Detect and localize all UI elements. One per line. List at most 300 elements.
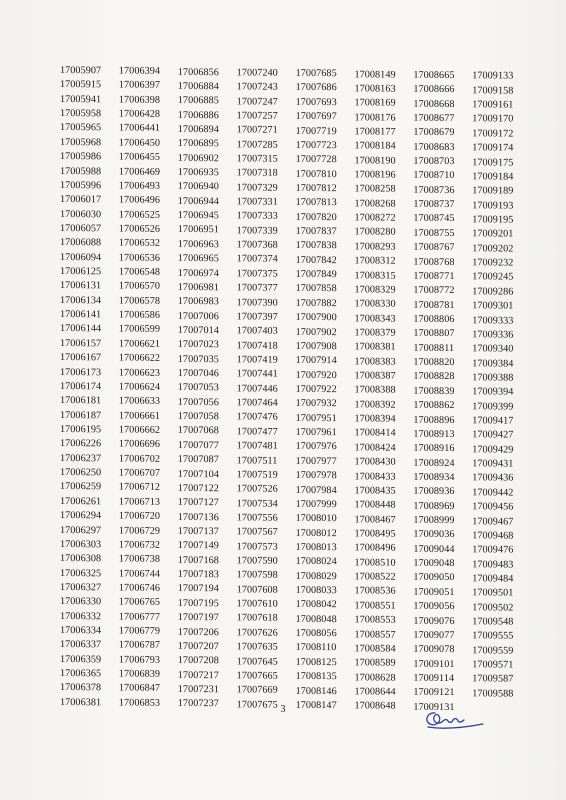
roll-number: 17007194 <box>177 583 219 595</box>
roll-number: 17007136 <box>177 511 219 523</box>
roll-number: 17008755 <box>413 227 455 239</box>
roll-number: 17008807 <box>413 328 455 340</box>
roll-number: 17009429 <box>472 443 514 456</box>
roll-number: 17006536 <box>118 252 161 264</box>
roll-number: 17006624 <box>118 381 161 393</box>
roll-number: 17006327 <box>60 581 102 594</box>
roll-number: 17008677 <box>413 112 455 125</box>
roll-number: 17009436 <box>472 472 514 485</box>
roll-number: 17006570 <box>118 280 161 293</box>
roll-number: 17006526 <box>118 223 161 235</box>
roll-number: 17008806 <box>413 313 455 326</box>
roll-number: 17006469 <box>118 165 161 178</box>
roll-number: 17007247 <box>236 95 278 108</box>
roll-number: 17007914 <box>295 355 337 367</box>
roll-number: 17007207 <box>177 640 219 653</box>
roll-number: 17005968 <box>60 136 102 149</box>
roll-number: 17009559 <box>472 645 514 657</box>
column <box>354 68 413 712</box>
roll-number: 17005988 <box>60 165 102 177</box>
roll-number: 17005907 <box>60 65 102 77</box>
roll-number: 17009340 <box>472 343 514 355</box>
roll-number: 17006195 <box>60 423 102 436</box>
roll-number: 17008433 <box>354 470 396 483</box>
roll-number: 17007077 <box>177 439 219 452</box>
roll-number: 17008820 <box>413 356 455 369</box>
roll-number: 17006398 <box>118 94 161 106</box>
roll-number: 17007053 <box>177 382 219 394</box>
roll-number: 17009133 <box>472 70 514 82</box>
roll-number: 17006779 <box>118 625 161 637</box>
roll-number: 17006945 <box>177 210 219 222</box>
roll-number: 17006030 <box>60 208 102 220</box>
roll-number: 17006141 <box>60 309 102 321</box>
roll-number: 17006378 <box>60 682 102 694</box>
roll-number: 17009201 <box>472 228 514 240</box>
roll-number: 17007675 <box>236 698 278 711</box>
roll-number: 17008315 <box>354 269 396 282</box>
roll-number: 17007984 <box>295 484 337 496</box>
roll-number: 17007645 <box>236 655 278 668</box>
roll-number: 17007961 <box>295 426 337 439</box>
roll-number: 17007318 <box>236 167 278 180</box>
roll-number: 17006963 <box>177 238 219 251</box>
page-number: 3 <box>280 704 286 715</box>
roll-number: 17009174 <box>472 142 514 154</box>
roll-number: 17007635 <box>236 641 278 653</box>
roll-number: 17006621 <box>118 338 161 350</box>
roll-number: 17008510 <box>354 557 396 569</box>
roll-number: 17008029 <box>295 570 337 582</box>
roll-number: 17007669 <box>236 684 278 696</box>
roll-number: 17008781 <box>413 299 455 311</box>
roll-number: 17007068 <box>177 425 219 437</box>
roll-number: 17008495 <box>354 528 396 540</box>
roll-number: 17006981 <box>177 281 219 294</box>
roll-number: 17008648 <box>354 700 396 712</box>
roll-number: 17009056 <box>413 600 455 613</box>
roll-number: 17008522 <box>354 571 396 583</box>
roll-number: 17008589 <box>354 657 396 669</box>
roll-number: 17007665 <box>236 670 278 682</box>
roll-number: 17007390 <box>236 296 278 309</box>
roll-number: 17006839 <box>118 668 161 680</box>
roll-number: 17006935 <box>177 166 219 179</box>
roll-number: 17007567 <box>236 526 278 539</box>
roll-number: 17009399 <box>472 400 514 413</box>
roll-number: 17008424 <box>354 442 396 454</box>
roll-number: 17007618 <box>236 612 278 625</box>
roll-number: 17007608 <box>236 584 278 596</box>
roll-number: 17009172 <box>472 128 514 140</box>
roll-number: 17006237 <box>60 452 102 465</box>
signature-mark <box>419 707 489 733</box>
roll-number: 17008924 <box>413 457 455 469</box>
roll-number: 17009301 <box>472 300 514 312</box>
roll-number: 17008916 <box>413 443 455 455</box>
roll-number: 17007810 <box>295 168 337 180</box>
roll-number: 17007104 <box>177 468 219 480</box>
roll-number: 17006297 <box>60 524 102 536</box>
roll-number: 17008013 <box>295 541 337 554</box>
roll-number: 17007058 <box>177 411 219 423</box>
roll-number: 17006397 <box>118 79 161 92</box>
roll-number: 17008392 <box>354 399 396 411</box>
roll-number: 17006525 <box>118 209 161 221</box>
roll-number: 17006337 <box>60 639 102 651</box>
roll-number: 17006983 <box>177 296 219 308</box>
roll-number: 17008896 <box>413 414 455 426</box>
roll-number: 17006261 <box>60 495 102 508</box>
roll-number: 17008435 <box>354 485 396 497</box>
roll-number: 17006732 <box>118 539 161 551</box>
roll-number: 17008666 <box>413 84 455 96</box>
roll-number: 17008936 <box>413 486 455 498</box>
roll-number: 17007035 <box>177 353 219 365</box>
roll-number: 17009101 <box>413 658 455 670</box>
roll-number: 17008125 <box>295 656 337 669</box>
roll-number: 17008768 <box>413 256 455 268</box>
roll-number: 17006707 <box>118 467 161 479</box>
roll-number: 17007231 <box>177 683 219 696</box>
roll-number: 17007999 <box>295 498 337 511</box>
roll-number: 17008934 <box>413 471 455 484</box>
roll-number: 17008184 <box>354 140 396 152</box>
roll-number: 17006696 <box>118 438 161 451</box>
roll-number: 17008387 <box>354 370 396 382</box>
roll-number: 17007610 <box>236 598 278 610</box>
column <box>60 64 119 709</box>
roll-number: 17009388 <box>472 372 514 384</box>
roll-number: 17007477 <box>236 426 278 438</box>
roll-number: 17007271 <box>236 124 278 136</box>
roll-number: 17008644 <box>354 686 396 698</box>
roll-number: 17008553 <box>354 614 396 626</box>
roll-number: 17007368 <box>236 239 278 251</box>
roll-number: 17006226 <box>60 438 102 450</box>
roll-number: 17007837 <box>295 225 337 238</box>
roll-number: 17006902 <box>177 152 219 164</box>
roll-number: 17009036 <box>413 529 455 541</box>
roll-number: 17007168 <box>177 554 219 566</box>
roll-number: 17006894 <box>177 123 219 136</box>
roll-number: 17009202 <box>472 242 514 255</box>
roll-number: 17007976 <box>295 441 337 453</box>
roll-number: 17008280 <box>354 226 396 239</box>
roll-number: 17009394 <box>472 386 514 398</box>
roll-number: 17006455 <box>118 151 161 163</box>
roll-number: 17008379 <box>354 327 396 339</box>
roll-number: 17006746 <box>118 582 161 594</box>
roll-number: 17007056 <box>177 396 219 409</box>
roll-number: 17008703 <box>413 155 455 168</box>
roll-number: 17006712 <box>118 481 161 494</box>
roll-number: 17006974 <box>177 267 219 279</box>
roll-number: 17008557 <box>354 628 396 641</box>
roll-number: 17006729 <box>118 524 161 537</box>
roll-number: 17008169 <box>354 97 396 109</box>
roll-number: 17005965 <box>60 122 102 134</box>
roll-number: 17006886 <box>177 109 219 121</box>
roll-number: 17006661 <box>118 410 161 422</box>
roll-number: 17008679 <box>413 127 455 139</box>
roll-number: 17007519 <box>236 469 278 481</box>
roll-number: 17008710 <box>413 170 455 182</box>
roll-number: 17005958 <box>60 108 102 120</box>
roll-number: 17008839 <box>413 385 455 397</box>
roll-number: 17007812 <box>295 182 337 195</box>
roll-number: 17006359 <box>60 653 102 666</box>
roll-number: 17007598 <box>236 569 278 582</box>
roll-number: 17006259 <box>60 481 102 493</box>
roll-number: 17008042 <box>295 599 337 611</box>
roll-number: 17006332 <box>60 610 102 622</box>
roll-number: 17006131 <box>60 280 102 292</box>
roll-number: 17009484 <box>472 573 514 585</box>
roll-number: 17006057 <box>60 222 102 235</box>
roll-number: 17007333 <box>236 210 278 223</box>
roll-number: 17006381 <box>60 696 102 709</box>
roll-number: 17007842 <box>295 254 337 266</box>
roll-number: 17005996 <box>60 179 102 192</box>
roll-number: 17007331 <box>236 196 278 208</box>
roll-number: 17009467 <box>472 515 514 528</box>
roll-number: 17007626 <box>236 627 278 639</box>
roll-number: 17009555 <box>472 630 514 642</box>
roll-number: 17008736 <box>413 184 455 196</box>
roll-number: 17009502 <box>472 601 514 614</box>
column <box>472 70 531 700</box>
roll-number: 17005915 <box>60 79 102 91</box>
roll-number: 17008381 <box>354 341 396 353</box>
roll-number: 17006181 <box>60 395 102 407</box>
roll-number: 17006895 <box>177 138 219 150</box>
roll-number: 17008268 <box>354 198 396 210</box>
roll-number: 17009051 <box>413 586 455 598</box>
roll-number: 17007813 <box>295 197 337 209</box>
roll-number: 17009483 <box>472 558 514 571</box>
roll-number: 17006428 <box>118 108 161 120</box>
roll-number: 17006633 <box>118 395 161 408</box>
roll-number: 17009170 <box>472 113 514 126</box>
roll-number: 17007023 <box>177 339 219 351</box>
roll-number: 17007122 <box>177 482 219 495</box>
roll-number: 17007206 <box>177 626 219 638</box>
roll-number: 17007908 <box>295 340 337 353</box>
roll-number: 17006017 <box>60 194 102 206</box>
roll-number: 17007858 <box>295 283 337 295</box>
roll-number: 17008628 <box>354 671 396 684</box>
roll-number: 17009044 <box>413 543 455 555</box>
roll-number: 17009193 <box>472 199 514 212</box>
roll-number: 17008343 <box>354 312 396 325</box>
roll-number: 17006777 <box>118 611 161 623</box>
roll-number: 17009427 <box>472 429 514 441</box>
roll-number: 17008771 <box>413 270 455 283</box>
roll-number: 17007920 <box>295 369 337 381</box>
column <box>295 67 355 712</box>
roll-number: 17008176 <box>354 111 396 124</box>
roll-number: 17008394 <box>354 413 396 425</box>
roll-number: 17007006 <box>177 310 219 322</box>
roll-number: 17006940 <box>177 181 219 193</box>
roll-number: 17008293 <box>354 241 396 253</box>
roll-number: 17006702 <box>118 453 161 465</box>
roll-number: 17008811 <box>413 342 455 354</box>
roll-number: 17007719 <box>295 125 337 137</box>
roll-number: 17007556 <box>236 512 278 524</box>
roll-number: 17007046 <box>177 367 219 380</box>
roll-number: 17008430 <box>354 456 396 468</box>
roll-number: 17008414 <box>354 427 396 440</box>
roll-number: 17007882 <box>295 297 337 310</box>
roll-number: 17009501 <box>472 587 514 599</box>
roll-number: 17007195 <box>177 597 219 610</box>
column <box>236 66 296 711</box>
roll-number: 17009476 <box>472 544 514 556</box>
roll-number: 17007315 <box>236 153 278 165</box>
roll-number: 17007374 <box>236 253 278 266</box>
roll-number: 17008110 <box>295 642 337 654</box>
roll-number: 17008330 <box>354 298 396 310</box>
roll-number: 17006586 <box>118 309 161 321</box>
roll-number: 17006965 <box>177 253 219 265</box>
roll-number: 17008135 <box>295 671 337 683</box>
roll-number: 17007197 <box>177 612 219 624</box>
roll-number: 17005986 <box>60 151 102 163</box>
roll-number: 17008190 <box>354 154 396 167</box>
roll-number: 17006167 <box>60 352 102 364</box>
roll-number: 17006793 <box>118 654 161 666</box>
roll-number: 17006173 <box>60 366 102 378</box>
roll-number: 17007723 <box>295 139 337 152</box>
roll-number: 17008862 <box>413 399 455 412</box>
roll-number: 17006548 <box>118 266 161 278</box>
roll-number: 17009431 <box>472 458 514 470</box>
roll-number: 17007285 <box>236 138 278 151</box>
roll-number: 17007728 <box>295 154 337 166</box>
roll-number: 17008969 <box>413 500 455 512</box>
roll-number: 17006713 <box>118 496 161 508</box>
roll-number: 17006496 <box>118 194 161 207</box>
roll-number: 17007339 <box>236 225 278 237</box>
roll-number: 17008147 <box>295 699 337 712</box>
roll-number: 17007208 <box>177 655 219 667</box>
roll-number: 17009232 <box>472 257 514 269</box>
roll-number: 17006885 <box>177 95 219 107</box>
roll-number: 17006884 <box>177 80 219 93</box>
roll-number: 17008448 <box>354 499 396 511</box>
roll-number: 17007149 <box>177 540 219 552</box>
roll-number: 17008683 <box>413 141 455 153</box>
roll-number: 17006951 <box>177 224 219 236</box>
roll-number: 17006450 <box>118 137 161 149</box>
roll-number: 17009195 <box>472 214 514 226</box>
roll-number: 17008163 <box>354 83 396 95</box>
roll-number: 17009442 <box>472 487 514 499</box>
roll-number: 17009245 <box>472 271 514 283</box>
roll-number: 17007183 <box>177 569 219 581</box>
roll-number: 17006187 <box>60 409 102 421</box>
roll-number: 17007977 <box>295 455 337 467</box>
roll-number: 17009336 <box>472 329 514 341</box>
roll-number: 17009114 <box>413 672 455 685</box>
roll-number: 17007534 <box>236 497 278 510</box>
roll-number: 17009189 <box>472 185 514 197</box>
roll-number: 17007838 <box>295 240 337 252</box>
roll-number: 17006144 <box>60 323 102 335</box>
roll-number: 17006125 <box>60 266 102 278</box>
roll-number: 17008149 <box>354 68 396 81</box>
roll-number: 17007849 <box>295 268 337 281</box>
roll-number: 17008737 <box>413 198 455 211</box>
roll-number: 17009333 <box>472 314 514 327</box>
roll-number: 17006088 <box>60 237 102 249</box>
roll-number: 17007951 <box>295 412 337 424</box>
roll-number: 17009417 <box>472 415 514 427</box>
roll-number: 17008010 <box>295 513 337 525</box>
roll-number: 17007257 <box>236 110 278 122</box>
roll-number: 17007375 <box>236 268 278 280</box>
roll-number: 17006662 <box>118 424 161 436</box>
roll-number: 17006623 <box>118 367 161 379</box>
roll-number: 17006856 <box>177 66 219 78</box>
roll-number: 17008467 <box>354 513 396 526</box>
roll-number: 17006622 <box>118 352 161 364</box>
roll-number: 17008772 <box>413 285 455 297</box>
roll-number: 17006744 <box>118 568 161 580</box>
roll-number: 17008496 <box>354 542 396 554</box>
roll-number: 17008913 <box>413 428 455 440</box>
roll-number: 17008665 <box>413 69 455 81</box>
roll-number: 17009588 <box>472 688 514 700</box>
roll-number: 17009161 <box>472 99 514 111</box>
roll-number: 17006365 <box>60 668 102 680</box>
roll-number: 17009048 <box>413 557 455 570</box>
roll-number: 17008056 <box>295 627 337 640</box>
roll-number: 17006250 <box>60 467 102 479</box>
roll-number: 17006765 <box>118 596 161 609</box>
roll-number: 17007237 <box>177 698 219 710</box>
roll-number: 17007820 <box>295 211 337 223</box>
roll-number: 17006294 <box>60 510 102 522</box>
roll-number: 17007137 <box>177 525 219 538</box>
roll-number: 17006493 <box>118 180 161 192</box>
roll-number: 17008196 <box>354 169 396 181</box>
roll-number: 17006738 <box>118 553 161 566</box>
roll-number: 17008012 <box>295 527 337 539</box>
roll-number: 17006578 <box>118 295 161 307</box>
roll-number: 17008828 <box>413 371 455 383</box>
roll-number: 17006532 <box>118 237 161 250</box>
roll-number: 17009158 <box>472 84 514 97</box>
roll-number: 17009076 <box>413 615 455 627</box>
roll-number: 17007127 <box>177 497 219 509</box>
column <box>413 69 472 713</box>
roll-number: 17007217 <box>177 669 219 681</box>
roll-number: 17006599 <box>118 323 161 336</box>
roll-number: 17007403 <box>236 325 278 337</box>
roll-number: 17008329 <box>354 284 396 296</box>
roll-number: 17007902 <box>295 326 337 338</box>
roll-number: 17006847 <box>118 682 161 695</box>
roll-number: 17009571 <box>472 659 514 671</box>
roll-number: 17007329 <box>236 182 278 194</box>
roll-number: 17008388 <box>354 384 396 397</box>
roll-number: 17007900 <box>295 312 337 324</box>
roll-number: 17009121 <box>413 687 455 699</box>
column <box>118 64 178 709</box>
